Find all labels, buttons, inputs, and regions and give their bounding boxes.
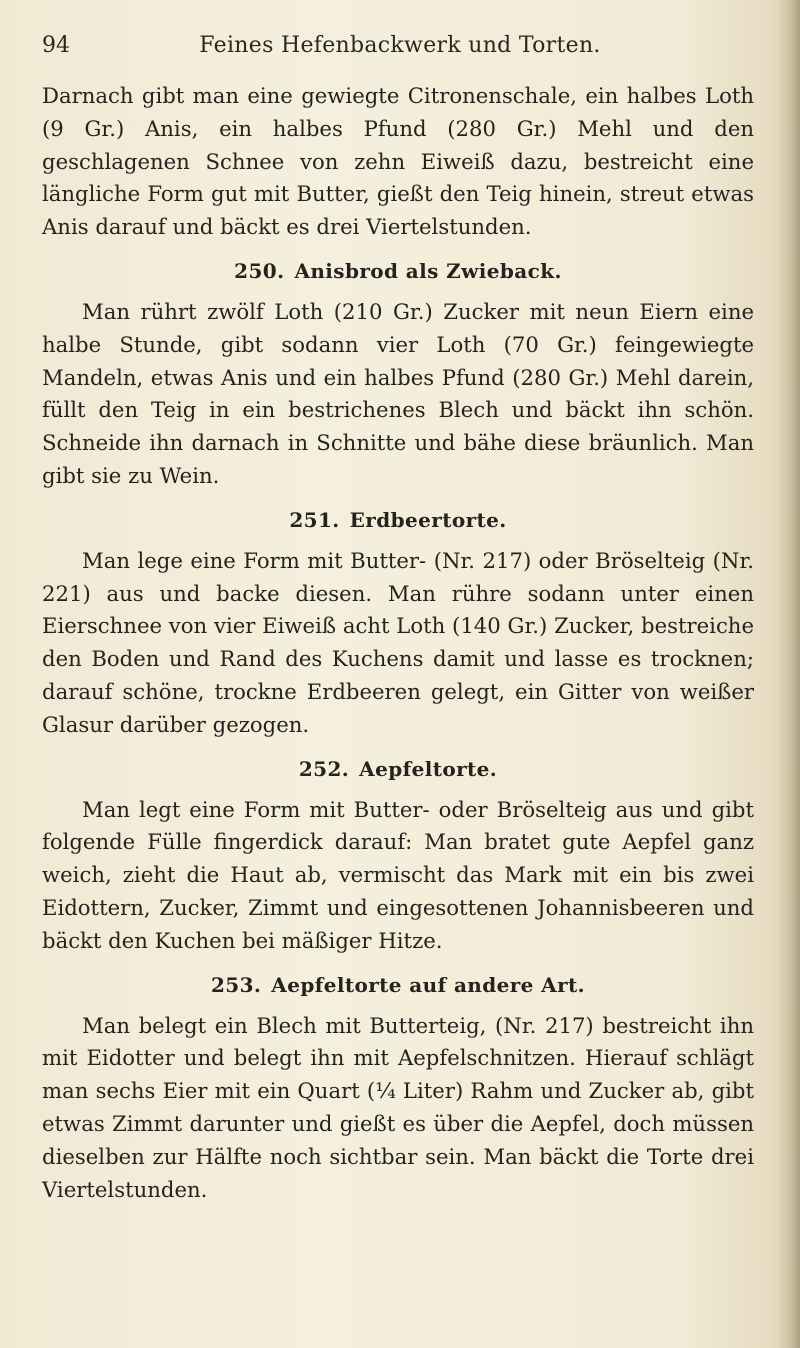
recipe-body: Man legt eine Form mit Butter- oder Bröselteig aus und gibt folgende Fülle fingerdick darauf: Man bratet gute Aepfel ganz weich, zieht die Haut ab, vermischt das Mark mit ein bis zwei Eidottern, Zucker, Zimmt und eingesottenen Johannisbeeren und bäckt den Kuchen bei mäßiger Hitze. (42, 796, 754, 953)
recipe-body: Man rührt zwölf Loth (210 Gr.) Zucker mit neun Eiern eine halbe Stunde, gibt sodann vier Loth (70 Gr.) feingewiegte Mandeln, etwas Anis und ein halbes Pfund (280 Gr.) Mehl darein, füllt den Teig in ein bestrichenes Blech und bäckt ihn schön. Schneide ihn darnach in Schnitte und bähe diese bräunlich. Man gibt sie zu Wein. (42, 298, 754, 488)
recipe-title: Erdbeertorte. (349, 507, 507, 532)
recipe-body: Man belegt ein Blech mit Butterteig, (Nr. 217) bestreicht ihn mit Eidotter und belegt ihn mit Aepfelschnitzen. Hierauf schlägt man sechs Eier mit ein Quart (¼ Liter) Rahm und Zucker ab, gibt etwas Zimmt darunter und gießt es über die Aepfel, doch müssen dieselben zur Hälfte noch sichtbar sein. Man bäckt die Torte drei Viertelstunden. (42, 1012, 754, 1202)
recipe-number: 251. (289, 507, 340, 532)
recipe-number: 252. (298, 756, 350, 781)
recipe-heading (42, 503, 754, 537)
recipe-252 (42, 752, 754, 958)
page-body (42, 80, 754, 1206)
recipe-heading (42, 254, 754, 288)
intro-paragraph: Darnach gibt man eine gewiegte Citronenschale, ein halbes Loth (9 Gr.) Anis, ein halbes Pfund (280 Gr.) Mehl und den geschlagenen Schnee von zehn Eiweiß dazu, bestreicht eine längliche Form gut mit Butter, gießt den Teig hinein, streut etwas Anis darauf und bäckt es drei Viertelstunden. (42, 83, 754, 240)
page-edge-shadow (778, 0, 800, 1348)
page-number: 94 (42, 33, 70, 58)
recipe-number: 253. (210, 972, 262, 997)
recipe-title: Aepfeltorte. (359, 756, 498, 781)
recipe-253 (42, 968, 754, 1207)
recipe-body: Man lege eine Form mit Butter- (Nr. 217) oder Bröselteig (Nr. 221) aus und backe diesen. Man rühre sodann unter einen Eierschnee von vier Eiweiß acht Loth (140 Gr.) Zucker, bestreiche den Boden und Rand des Kuchens damit und lasse es trocknen; darauf schöne, trockne Erdbeeren gelegt, ein Gitter von weißer Glasur darüber gezogen. (42, 547, 754, 737)
recipe-heading (42, 752, 754, 786)
recipe-title: Aepfeltorte auf andere Art. (271, 972, 586, 997)
recipe-251 (42, 503, 754, 742)
recipe-number: 250. (234, 258, 285, 283)
running-title: Feines Hefenbackwerk und Torten. (199, 33, 601, 58)
page-header (42, 30, 758, 70)
recipe-250 (42, 254, 754, 493)
recipe-title: Anisbrod als Zwieback. (294, 258, 562, 283)
recipe-heading (42, 968, 754, 1002)
